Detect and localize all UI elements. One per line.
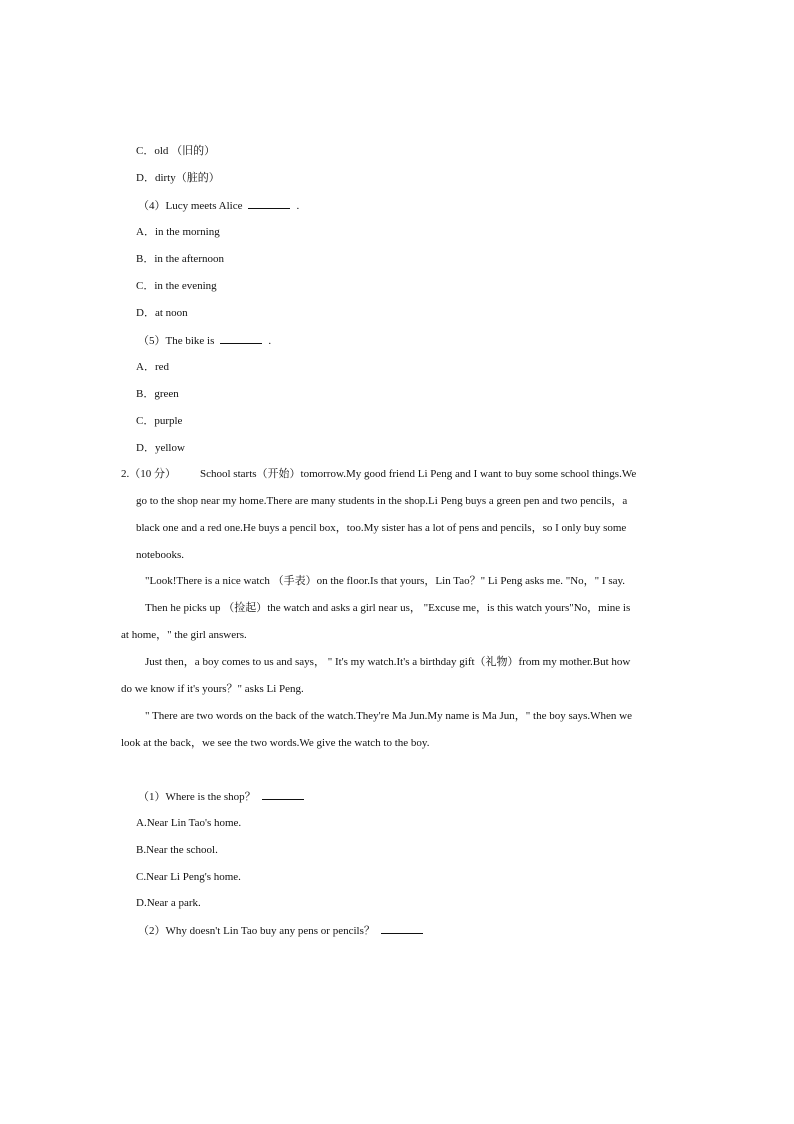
question-5-end: .	[268, 335, 272, 347]
question-4	[138, 198, 299, 213]
option-c: C．purple	[136, 415, 183, 427]
question-2-1-text: （1）Where is the shop？	[138, 791, 256, 803]
passage-line: look at the back，we see the two words.We give the watch to the boy.	[121, 737, 430, 749]
answer-blank[interactable]	[381, 923, 423, 934]
question-5-text: （5）The bike is	[138, 335, 215, 347]
option-d: D．yellow	[136, 442, 185, 454]
answer-blank[interactable]	[262, 789, 304, 800]
question-2-2-text: （2）Why doesn't Lin Tao buy any pens or pencils？	[138, 925, 375, 937]
passage-line: notebooks.	[136, 549, 184, 561]
option-a: A.Near Lin Tao's home.	[136, 817, 242, 829]
answer-blank[interactable]	[220, 333, 262, 344]
question-4-text: （4）Lucy meets Alice	[138, 200, 243, 212]
option-a: A．red	[136, 361, 169, 373]
passage-line: "Look!There is a nice watch （手表）on the floor.Is that yours，Lin Tao？" Li Peng asks me. "No，" I say.	[145, 575, 626, 587]
passage-line: at home，" the girl answers.	[121, 629, 247, 641]
option-d: D.Near a park.	[136, 897, 201, 909]
passage-line: go to the shop near my home.There are many students in the shop.Li Peng buys a green pen and two pencils，a	[136, 495, 628, 507]
question-2-number: 2.（10 分）	[121, 468, 176, 480]
passage-line: School starts（开始）tomorrow.My good friend Li Peng and I want to buy some school things.We	[200, 468, 637, 480]
option-b: B.Near the school.	[136, 844, 218, 856]
passage-line: Then he picks up （捡起）the watch and asks a girl near us， "Excuse me，is this watch yours"No，mine is	[145, 602, 631, 614]
option-b: B．in the afternoon	[136, 253, 224, 265]
passage-line: Just then，a boy comes to us and says， " It's my watch.It's a birthday gift（礼物）from my mother.But how	[145, 656, 631, 668]
passage-line: do we know if it's yours？" asks Li Peng.	[121, 683, 304, 695]
option-c-old: C．old （旧的）	[136, 145, 216, 157]
answer-blank[interactable]	[248, 198, 290, 209]
option-d-dirty: D．dirty（脏的）	[136, 172, 220, 184]
option-a: A．in the morning	[136, 226, 220, 238]
option-d: D．at noon	[136, 307, 188, 319]
passage-line: black one and a red one.He buys a pencil box，too.My sister has a lot of pens and pencils，so I only buy some	[136, 522, 627, 534]
option-c: C.Near Li Peng's home.	[136, 871, 241, 883]
option-b: B．green	[136, 388, 179, 400]
question-5	[138, 333, 271, 348]
question-2-1	[138, 789, 310, 804]
question-2-2	[138, 923, 429, 938]
passage-line: " There are two words on the back of the watch.They're Ma Jun.My name is Ma Jun，" the boy says.When we	[145, 710, 632, 722]
option-c: C．in the evening	[136, 280, 217, 292]
question-4-end: .	[296, 200, 300, 212]
